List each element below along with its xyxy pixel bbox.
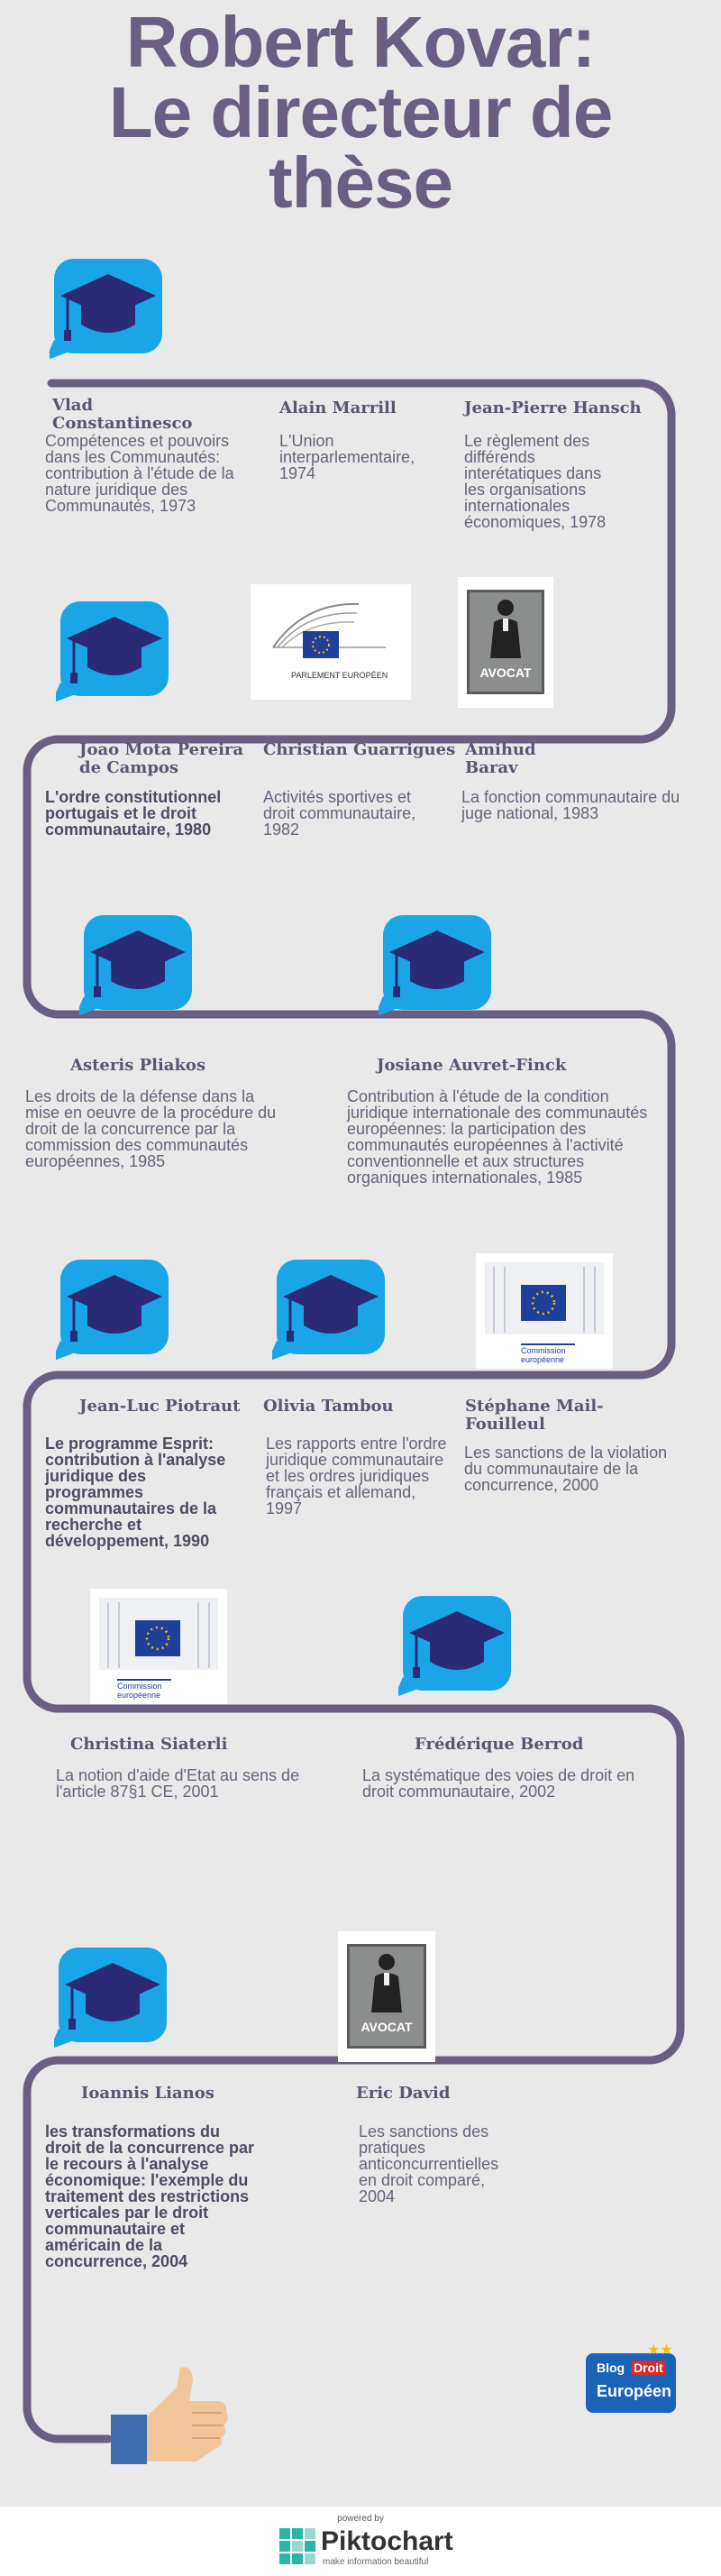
entry-description: Le règlement des différends interétatiques dans les organisations internationales économiques, 1978	[464, 432, 607, 531]
entry-name: Christina Siaterli	[70, 1735, 228, 1754]
commission-caption: Commission européenne	[117, 1682, 162, 1700]
entry-description: Les rapports entre l'ordre juridique communautaire et les ordres juridiques français et allemand, 1997	[266, 1435, 447, 1517]
badge-line-1: Blog	[597, 2361, 625, 2375]
thumbs-up-icon	[106, 2361, 233, 2478]
entry-description: Activités sportives et droit communautaire, 1982	[263, 788, 416, 839]
entry-name: Jean-Luc Piotraut	[79, 1397, 241, 1416]
graduation-cap-icon	[56, 597, 173, 705]
entry-name: Olivia Tambou	[263, 1397, 394, 1416]
entry-description: La systématique des voies de droit en droit communautaire, 2002	[362, 1766, 635, 1801]
badge-line-3: Européen	[597, 2382, 672, 2400]
entry-description: Les droits de la défense dans la mise en oeuvre de la procédure du droit de la concurrence par la commission des communautés européennes, 1985	[25, 1087, 277, 1170]
badge-line-2: Droit	[631, 2361, 666, 2375]
commission-europeenne-logo	[476, 1253, 613, 1369]
entry-name: Jean-Pierre Hansch	[464, 399, 642, 417]
entry-description: les transformations du droit de la concurrence par le recours à l'analyse économique: l'exemple du traitement des restrictions verticales par le droit communautaire et américain de la concurrence, 2004	[45, 2122, 255, 2270]
graduation-cap-icon	[272, 1255, 389, 1363]
entry-description: Contribution à l'étude de la condition juridique internationale des communautés européennes: la participation des communautés européennes à l'activité conventionnelle et aux structures organiques internationales, 1985	[347, 1087, 648, 1187]
parlement-caption: PARLEMENT EUROPÉEN	[291, 671, 388, 680]
entry-name: Joao Mota Pereira de Campos	[79, 740, 244, 777]
entry-name: Alain Marrill	[279, 399, 397, 417]
graduation-cap-icon	[56, 1255, 173, 1363]
graduation-cap-icon	[79, 911, 196, 1019]
avocat-image	[458, 577, 553, 708]
piktochart-brand: Piktochart	[321, 2526, 453, 2556]
graduation-cap-icon	[50, 254, 167, 362]
entry-name: Frédérique Berrod	[415, 1735, 584, 1754]
entry-name: Ioannis Lianos	[81, 2084, 214, 2103]
entry-description: Les sanctions des pratiques anticoncurrentielles en droit comparé, 2004	[359, 2122, 499, 2205]
avocat-label: AVOCAT	[479, 665, 532, 680]
graduation-cap-icon	[379, 911, 496, 1019]
commission-europeenne-logo	[90, 1589, 227, 1704]
commission-caption: Commission européenne	[521, 1346, 566, 1364]
graduation-cap-icon	[54, 1943, 171, 2051]
graduation-cap-icon	[398, 1591, 516, 1700]
avocat-image	[338, 1931, 435, 2062]
lawyer-icon	[483, 597, 528, 660]
entry-description: La notion d'aide d'Etat au sens de l'article 87§1 CE, 2001	[56, 1766, 300, 1801]
entry-name: Vlad Constantinesco	[52, 396, 193, 433]
piktochart-logo-icon	[279, 2528, 315, 2564]
entry-name: Asteris Pliakos	[70, 1056, 206, 1075]
powered-by-label: powered by	[337, 2514, 384, 2524]
parliament-building-icon	[251, 584, 411, 674]
piktochart-tagline: make information beautiful	[323, 2557, 429, 2567]
avocat-label: AVOCAT	[360, 2020, 413, 2034]
entry-description: L'ordre constitutionnel portugais et le droit communautaire, 1980	[45, 788, 222, 839]
entry-name: Amihud Barav	[465, 740, 536, 777]
entry-description: Le programme Esprit: contribution à l'analyse juridique des programmes communautaires de la recherche et développement, 1990	[45, 1435, 226, 1550]
lawyer-icon	[364, 1951, 409, 2014]
entry-name: Josiane Auvret-Finck	[377, 1056, 567, 1075]
title-line-2: Le directeur de	[108, 72, 613, 152]
entry-description: La fonction communautaire du juge national, 1983	[461, 788, 680, 822]
blog-droit-europeen-badge	[586, 2342, 676, 2413]
title-line-3: thèse	[269, 142, 452, 223]
entry-description: Compétences et pouvoirs dans les Communautés: contribution à l'étude de la nature juridique des Communautés, 1973	[45, 432, 234, 515]
entry-description: L'Union interparlementaire, 1974	[279, 432, 415, 482]
star-icon: ★★	[647, 2342, 673, 2358]
footer	[0, 2507, 721, 2576]
entry-name: Stéphane Mail-Fouilleul	[465, 1397, 604, 1434]
title-line-1: Robert Kovar:	[125, 2, 596, 82]
entry-name: Christian Guarrigues	[263, 740, 456, 759]
entry-name: Eric David	[356, 2084, 451, 2103]
parlement-europeen-logo	[251, 584, 411, 700]
entry-description: Les sanctions de la violation du communautaire de la concurrence, 2000	[464, 1444, 668, 1494]
